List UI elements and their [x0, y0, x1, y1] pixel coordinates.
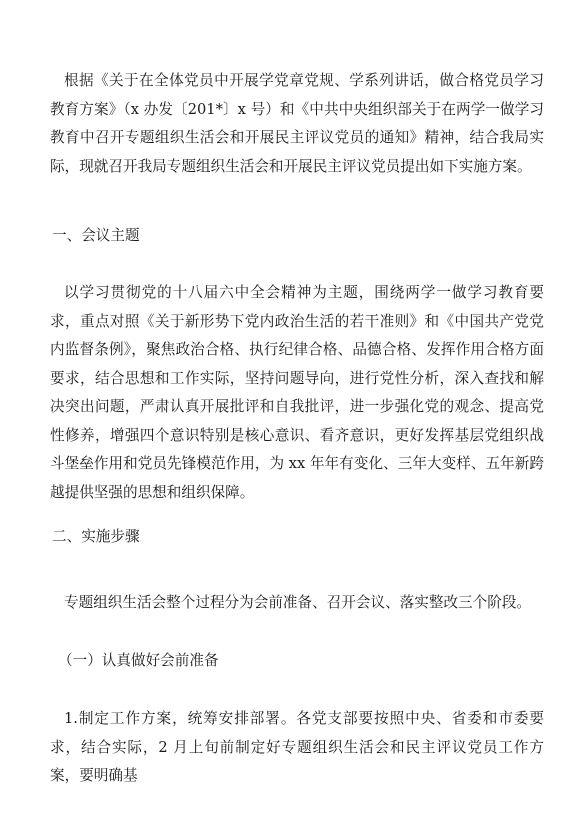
section-heading-steps: 二、实施步骤	[52, 528, 140, 545]
section-heading-theme: 一、会议主题	[52, 227, 140, 244]
prep-paragraph: 1.制定工作方案，统筹安排部署。各党支部要按照中央、省委和市委要求，结合实际，2 月上旬前制定好专题组织生活会和民主评议党员工作方案，要明确基	[50, 710, 544, 784]
intro-paragraph: 根据《关于在全体党员中开展学党章党规、学系列讲话，做合格党员学习教育方案》（x 办发〔201*〕x 号）和《中共中央组织部关于在两学一做学习教育中召开专题组织生活会和开展民主评议党员的通知》精神，结合我局实际，现就召开我局专题组织生活会和开展民主评议党员提出如下实施方案。	[50, 72, 544, 175]
theme-paragraph: 以学习贯彻党的十八届六中全会精神为主题，围绕两学一做学习教育要求，重点对照《关于新形势下党内政治生活的若干准则》和《中国共产党党内监督条例》，聚焦政治合格、执行纪律合格、品德合格、发挥作用合格方面要求，结合思想和工作实际，坚持问题导向，进行党性分析，深入查找和解决突出问题，严肃认真开展批评和自我批评，进一步强化党的观念、提高党性修养，增强四个意识特别是核心意识、看齐意识，更好发挥基层党组织战斗堡垒作用和党员先锋模范作用，为 xx 年年有变化、三年大变样、五年新跨越提供坚强的思想和组织保障。	[50, 284, 544, 501]
subsection-heading-prep: （一）认真做好会前准备	[58, 652, 219, 669]
steps-paragraph: 专题组织生活会整个过程分为会前准备、召开会议、落实整改三个阶段。	[64, 594, 532, 611]
